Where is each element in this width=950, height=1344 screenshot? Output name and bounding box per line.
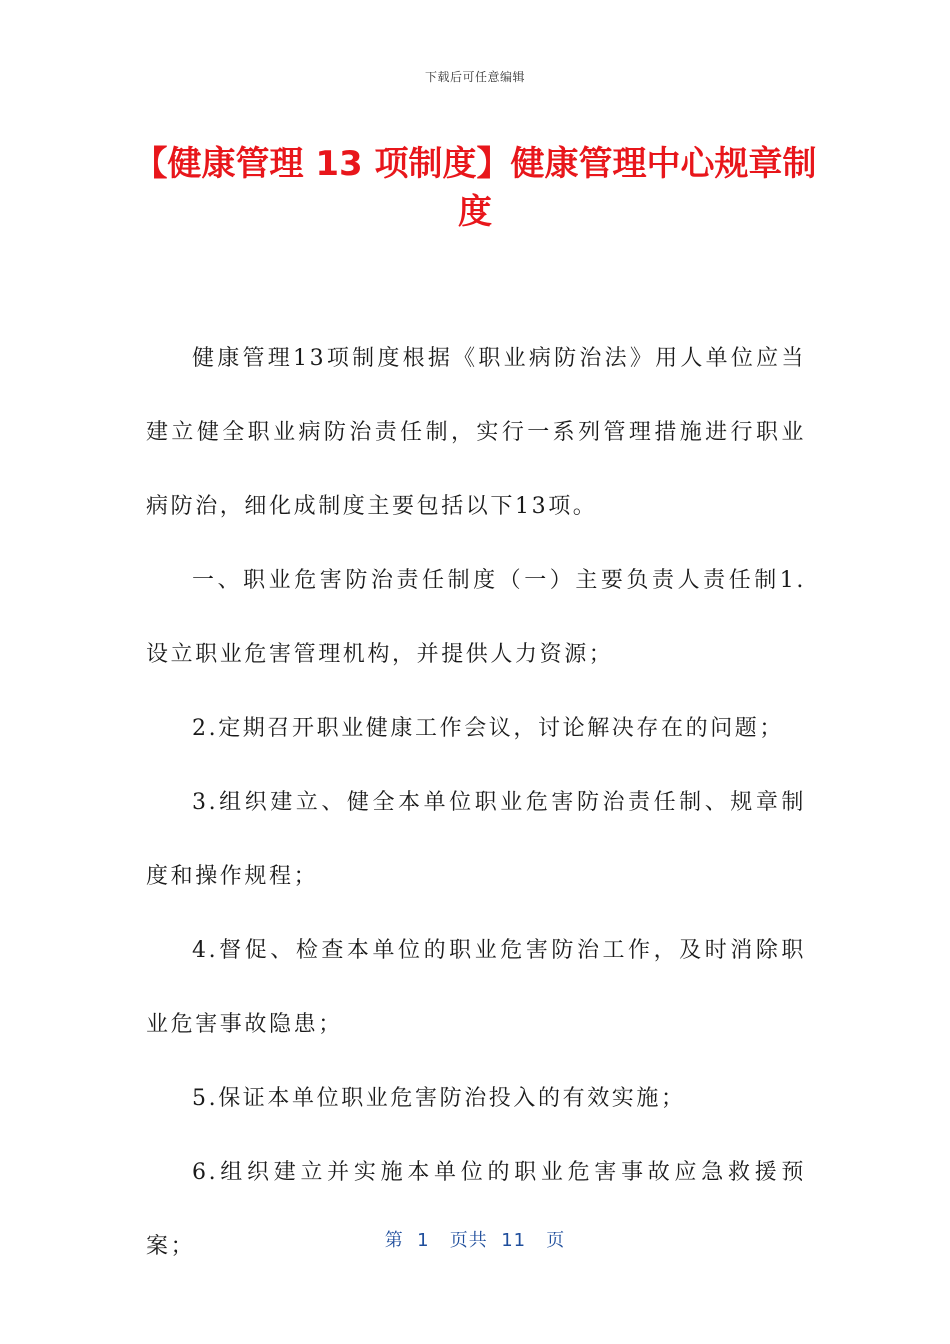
paragraph-item-6: 6.组织建立并实施本单位的职业危害事故应急救援预案； (146, 1160, 806, 1259)
paragraph-item-1: 一、职业危害防治责任制度（一）主要负责人责任制1.设立职业危害管理机构，并提供人力资源； (146, 568, 806, 667)
header-note: 下载后可任意编辑 (424, 70, 525, 84)
document-body (146, 322, 806, 1284)
page-number-footer: 第 1 页共 11 页 (384, 1230, 566, 1251)
document-title: 【健康管理 13 项制度】健康管理中心规章制度 (133, 144, 817, 232)
paragraph-item-4: 4.督促、检查本单位的职业危害防治工作，及时消除职业危害事故隐患； (146, 938, 806, 1037)
paragraph-item-3: 3.组织建立、健全本单位职业危害防治责任制、规章制度和操作规程； (146, 790, 806, 889)
paragraph-item-5: 5.保证本单位职业危害防治投入的有效实施； (192, 1086, 686, 1111)
paragraph-item-2: 2.定期召开职业健康工作会议，讨论解决存在的问题； (192, 716, 784, 741)
paragraph-intro: 健康管理13项制度根据《职业病防治法》用人单位应当建立健全职业病防治责任制，实行一系列管理措施进行职业病防治，细化成制度主要包括以下13项。 (146, 346, 806, 519)
